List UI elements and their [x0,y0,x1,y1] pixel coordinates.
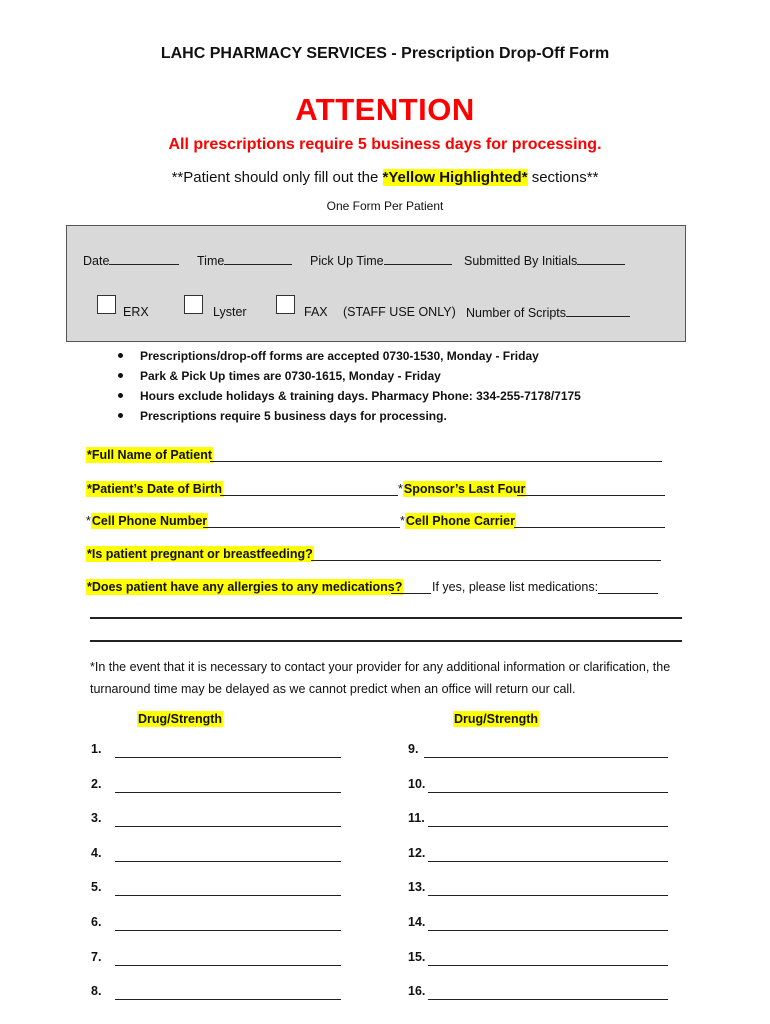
fill-instruction [0,169,770,186]
medications-input-line[interactable] [598,593,658,594]
lyster-checkbox[interactable] [184,295,203,314]
drug-input-line-right[interactable] [428,861,668,862]
date-field[interactable] [83,253,179,268]
dob-label: *Patient’s Date of Birth [87,482,222,496]
drug-input-line-right[interactable] [428,999,668,1000]
one-form-note: One Form Per Patient [326,199,444,213]
instruction-highlight: *Yellow Highlighted* [382,169,528,186]
instruction-text-start: **Patient should only fill out the [171,169,383,186]
drug-number-left: 6. [91,915,102,929]
time-field[interactable] [197,253,292,268]
full-name-label: *Full Name of Patient [87,448,213,462]
pregnant-label: *Is patient pregnant or breastfeeding? [87,547,313,561]
drug-number-right: 12. [408,845,426,860]
if-yes-label: If yes, please list medications: [432,580,599,594]
allergies-label: *Does patient have any allergies to any medications? [87,580,403,594]
sponsor-input-line[interactable] [517,495,665,496]
drug-input-line-right[interactable] [428,895,668,896]
drug-header-right: Drug/Strength [454,712,539,726]
drug-input-line-right[interactable] [428,965,668,966]
drug-input-line-left[interactable] [115,757,341,758]
drug-number-left: 4. [91,845,102,860]
drug-input-line-left[interactable] [115,826,341,827]
drug-input-line-right[interactable] [428,792,668,793]
drug-number-left: 1. [91,742,102,756]
full-name-input-line[interactable] [210,461,662,462]
drug-input-line-left[interactable] [115,965,341,966]
medications-line-1[interactable] [90,617,682,619]
drug-number-right: 13. [408,880,426,895]
drug-number-left: 7. [91,949,102,964]
contact-note: *In the event that it is necessary to contact your provider for any additional information or clarification, the turnaround time may be delayed as we cannot predict when an office will return our call. [90,660,671,696]
drug-input-line-left[interactable] [115,792,341,793]
drug-number-right: 11. [408,811,425,826]
drug-number-left: 2. [91,776,102,791]
processing-notice: All prescriptions require 5 business days for processing. [168,136,602,153]
allergies-input-line[interactable] [391,593,431,594]
initials-label: Submitted By Initials [464,254,578,268]
drug-input-line-left[interactable] [115,999,341,1000]
drug-number-right: 14. [408,915,426,929]
pregnant-input-line[interactable] [311,560,661,561]
erx-label: ERX [123,305,149,319]
drug-input-line-right[interactable] [428,930,668,931]
drug-input-line-right[interactable] [424,757,668,758]
drug-number-right: 15. [408,949,426,964]
staff-only-label: (STAFF USE ONLY) [343,305,456,319]
scripts-field[interactable] [466,305,630,320]
drug-number-right: 16. [408,984,426,999]
drug-input-line-right[interactable] [428,826,668,827]
staff-use-box [66,225,686,342]
erx-checkbox[interactable] [97,295,116,314]
carrier-label: *Cell Phone Carrier [400,514,515,528]
drug-number-left: 8. [91,984,102,999]
pickup-time-field[interactable] [310,253,452,268]
fax-label: FAX [304,305,328,319]
drug-header-left: Drug/Strength [138,712,223,726]
pickup-label: Pick Up Time [310,254,384,268]
drug-input-line-left[interactable] [115,895,341,896]
drug-number-right: 9. [408,742,419,756]
fax-checkbox[interactable] [276,295,295,314]
sponsor-label: *Sponsor’s Last Four [398,482,526,496]
drug-number-left: 5. [91,880,102,895]
initials-field[interactable] [464,253,625,268]
cell-phone-input-line[interactable] [203,527,400,528]
drug-input-line-left[interactable] [115,930,341,931]
medications-line-2[interactable] [90,640,682,642]
dob-input-line[interactable] [220,495,398,496]
attention-heading: ATTENTION [295,92,475,127]
lyster-label: Lyster [213,305,247,319]
cell-phone-label: *Cell Phone Number [86,514,208,528]
scripts-label: Number of Scripts [466,306,567,320]
form-title: LAHC PHARMACY SERVICES - Prescription Drop-Off Form [160,45,610,62]
time-label: Time [197,254,225,268]
date-label: Date [83,254,110,268]
carrier-input-line[interactable] [514,527,665,528]
drug-input-line-left[interactable] [115,861,341,862]
drug-number-right: 10. [408,776,426,791]
instruction-text-end: sections** [527,169,599,186]
drug-number-left: 3. [91,811,102,826]
